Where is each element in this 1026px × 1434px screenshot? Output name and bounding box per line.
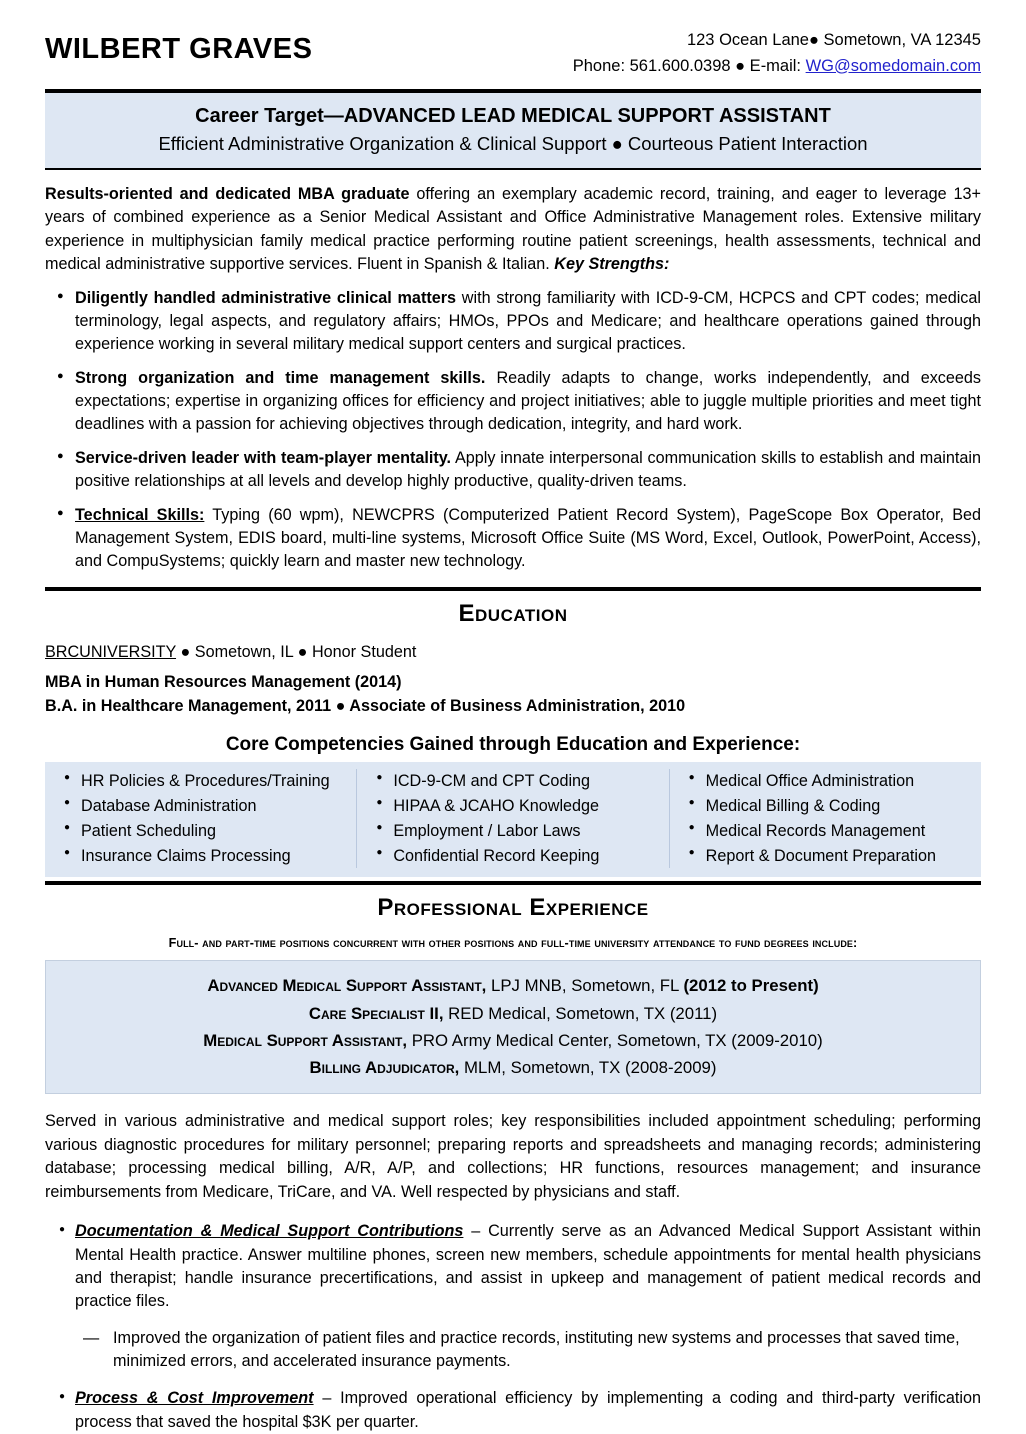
strength-lead: Service-driven leader with team-player mentality. <box>75 449 452 468</box>
core-competencies-box <box>45 762 981 877</box>
education-section <box>45 587 981 877</box>
strength-text: with strong familiarity with ICD-9-CM, HCPCS and CPT codes; medical terminology, legal aspects, and regulatory affairs; HMOs, PPOs and Medicare; and healthcare operations gained through experience working in several military medical support centers and surgical practices. <box>75 289 981 354</box>
competency-item: ● Patient Scheduling <box>59 819 350 844</box>
job-detail: MLM, Sometown, TX (2008-2009) <box>459 1058 717 1078</box>
bullet-heading: Process & Cost Improvement <box>75 1389 314 1408</box>
competency-item: ● Insurance Claims Processing <box>59 844 350 869</box>
university-name: BRCUNIVERSITY <box>45 643 177 662</box>
email-link[interactable]: WG@somedomain.com <box>805 56 981 75</box>
strength-item <box>45 504 981 573</box>
core-competencies-title: Core Competencies Gained through Education and Experience: <box>225 734 801 756</box>
strength-text: Apply innate interpersonal communication skills to establish and maintain positive relationships at all levels and develop highly productive, quality-driven teams. <box>75 449 981 491</box>
strength-item <box>45 367 981 436</box>
experience-bullet <box>45 1387 981 1434</box>
bullet-text: – Improved operational efficiency by implementing a coding and third-party verification process that saved the hospital $3K per quarter. <box>75 1389 981 1431</box>
job-detail: LPJ MNB, Sometown, FL <box>486 976 684 996</box>
competency-item: ● Medical Records Management <box>684 819 975 844</box>
key-strengths-list <box>45 287 981 573</box>
experience-note: Full- and part-time positions concurrent with other positions and full-time university attendance to fund degrees include: <box>168 936 858 951</box>
strength-lead: Technical Skills: <box>75 506 205 525</box>
experience-heading: Professional Experience <box>377 894 649 922</box>
experience-bullets <box>45 1220 981 1434</box>
contact-address: 123 Ocean Lane● Sometown, VA 12345 <box>686 31 981 49</box>
contact-phone-label: Phone: 561.600.0398 ● E-mail: <box>572 56 806 75</box>
strength-text: Typing (60 wpm), NEWCPRS (Computerized Patient Record System), PageScope Box Operator, Bed Management System, EDIS board, multi-line systems, Microsoft Office Suite (MS Word, Excel, Outlook, PowerPoint, Access), and CompuSystems; quickly learn and master new technology. <box>75 506 981 571</box>
experience-subbullets <box>75 1327 981 1374</box>
competency-item: ● Medical Office Administration <box>684 769 975 794</box>
contact-phone-email <box>573 54 981 80</box>
career-target-subtitle: Efficient Administrative Organization & Clinical Support ● Courteous Patient Interaction <box>158 133 868 155</box>
job-entry <box>54 1027 972 1054</box>
job-title: Advanced Medical Support Assistant, <box>207 976 487 996</box>
career-target-title: Career Target—ADVANCED LEAD MEDICAL SUPPORT ASSISTANT <box>195 105 831 128</box>
competency-item: ● Confidential Record Keeping <box>371 844 662 869</box>
key-strengths-label: Key Strengths: <box>554 255 670 274</box>
competency-item: ● Employment / Labor Laws <box>371 819 662 844</box>
summary-lead: Results-oriented and dedicated MBA graduate <box>45 185 410 204</box>
competency-item: ● ICD-9-CM and CPT Coding <box>371 769 662 794</box>
competency-item: ● Medical Billing & Coding <box>684 794 975 819</box>
job-detail: RED Medical, Sometown, TX (2011) <box>443 1003 718 1023</box>
experience-bullet <box>45 1220 981 1373</box>
experience-section <box>45 881 981 1434</box>
strength-text: Readily adapts to change, works independently, and exceeds expectations; expertise in organizing offices for efficiency and project initiatives; able to juggle multiple priorities and meet tight deadlines with a passion for achieving objectives through dedication, integrity, and hard work. <box>75 369 981 434</box>
competency-column-2 <box>356 769 668 868</box>
banner-divider <box>45 168 981 170</box>
education-degree-mba: MBA in Human Resources Management (2014) <box>45 672 402 691</box>
job-title: Medical Support Assistant, <box>203 1030 408 1050</box>
bullet-text: – Currently serve as an Advanced Medical Support Assistant within Mental Health practice. Answer multiline phones, screen new members, schedule appointments for mental health physicians and therapist; handle insurance precertifications, and assist in upkeep and management of patient medical records and practice files. <box>75 1222 981 1311</box>
education-heading: Education <box>458 600 568 628</box>
summary-body: offering an exemplary academic record, training, and eager to leverage 13+ years of combined experience as a Senior Medical Assistant and Office Administrative Management roles. Extensive military experience in multiphysician family medical practice performing routine patient screenings, health assessments, technical and medical administrative supportive services. Fluent in Spanish & Italian. <box>45 185 981 274</box>
experience-paragraph: Served in various administrative and medical support roles; key responsibilities included appointment scheduling; performing various diagnostic procedures for military personnel; preparing reports and spreadsheets and managing records; administering database; processing medical billing, A/R, A/P, and collections; HR functions, resources management; and insurance reimbursements from Medicare, TriCare, and VA. Well respected by physicians and staff. <box>45 1112 981 1201</box>
job-entry <box>54 972 972 999</box>
competency-item: ● HR Policies & Procedures/Training <box>59 769 350 794</box>
competency-item: ● HIPAA & JCAHO Knowledge <box>371 794 662 819</box>
university-location: ● Sometown, IL ● Honor Student <box>176 643 417 662</box>
candidate-name: WILBERT GRAVES <box>45 33 313 65</box>
resume-header <box>45 0 981 85</box>
job-title: Care Specialist II, <box>308 1003 444 1023</box>
job-date: (2012 to Present) <box>683 976 819 996</box>
strength-lead: Diligently handled administrative clinical matters <box>75 289 457 308</box>
strength-item <box>45 447 981 493</box>
strength-item <box>45 287 981 356</box>
education-school-line <box>45 640 981 664</box>
experience-subbullet: — Improved the organization of patient files and practice records, instituting new systems and processes that saved time, minimized errors, and accelerated insurance payments. <box>75 1327 981 1374</box>
career-target-banner <box>45 93 981 168</box>
summary-paragraph <box>45 183 981 276</box>
competency-item: ● Report & Document Preparation <box>684 844 975 869</box>
competency-column-1 <box>45 769 356 868</box>
job-entry <box>54 1054 972 1081</box>
job-title: Billing Adjudicator, <box>309 1058 460 1078</box>
competency-column-3 <box>669 769 981 868</box>
jobs-box <box>45 960 981 1094</box>
strength-lead: Strong organization and time management skills. <box>75 369 486 388</box>
contact-block <box>573 26 981 79</box>
education-degree-ba: B.A. in Healthcare Management, 2011 ● Associate of Business Administration, 2010 <box>45 697 686 715</box>
job-entry <box>54 1000 972 1027</box>
job-detail: PRO Army Medical Center, Sometown, TX (2009-2010) <box>407 1030 823 1050</box>
competency-item: ● Database Administration <box>59 794 350 819</box>
bullet-heading: Documentation & Medical Support Contributions <box>75 1222 464 1241</box>
